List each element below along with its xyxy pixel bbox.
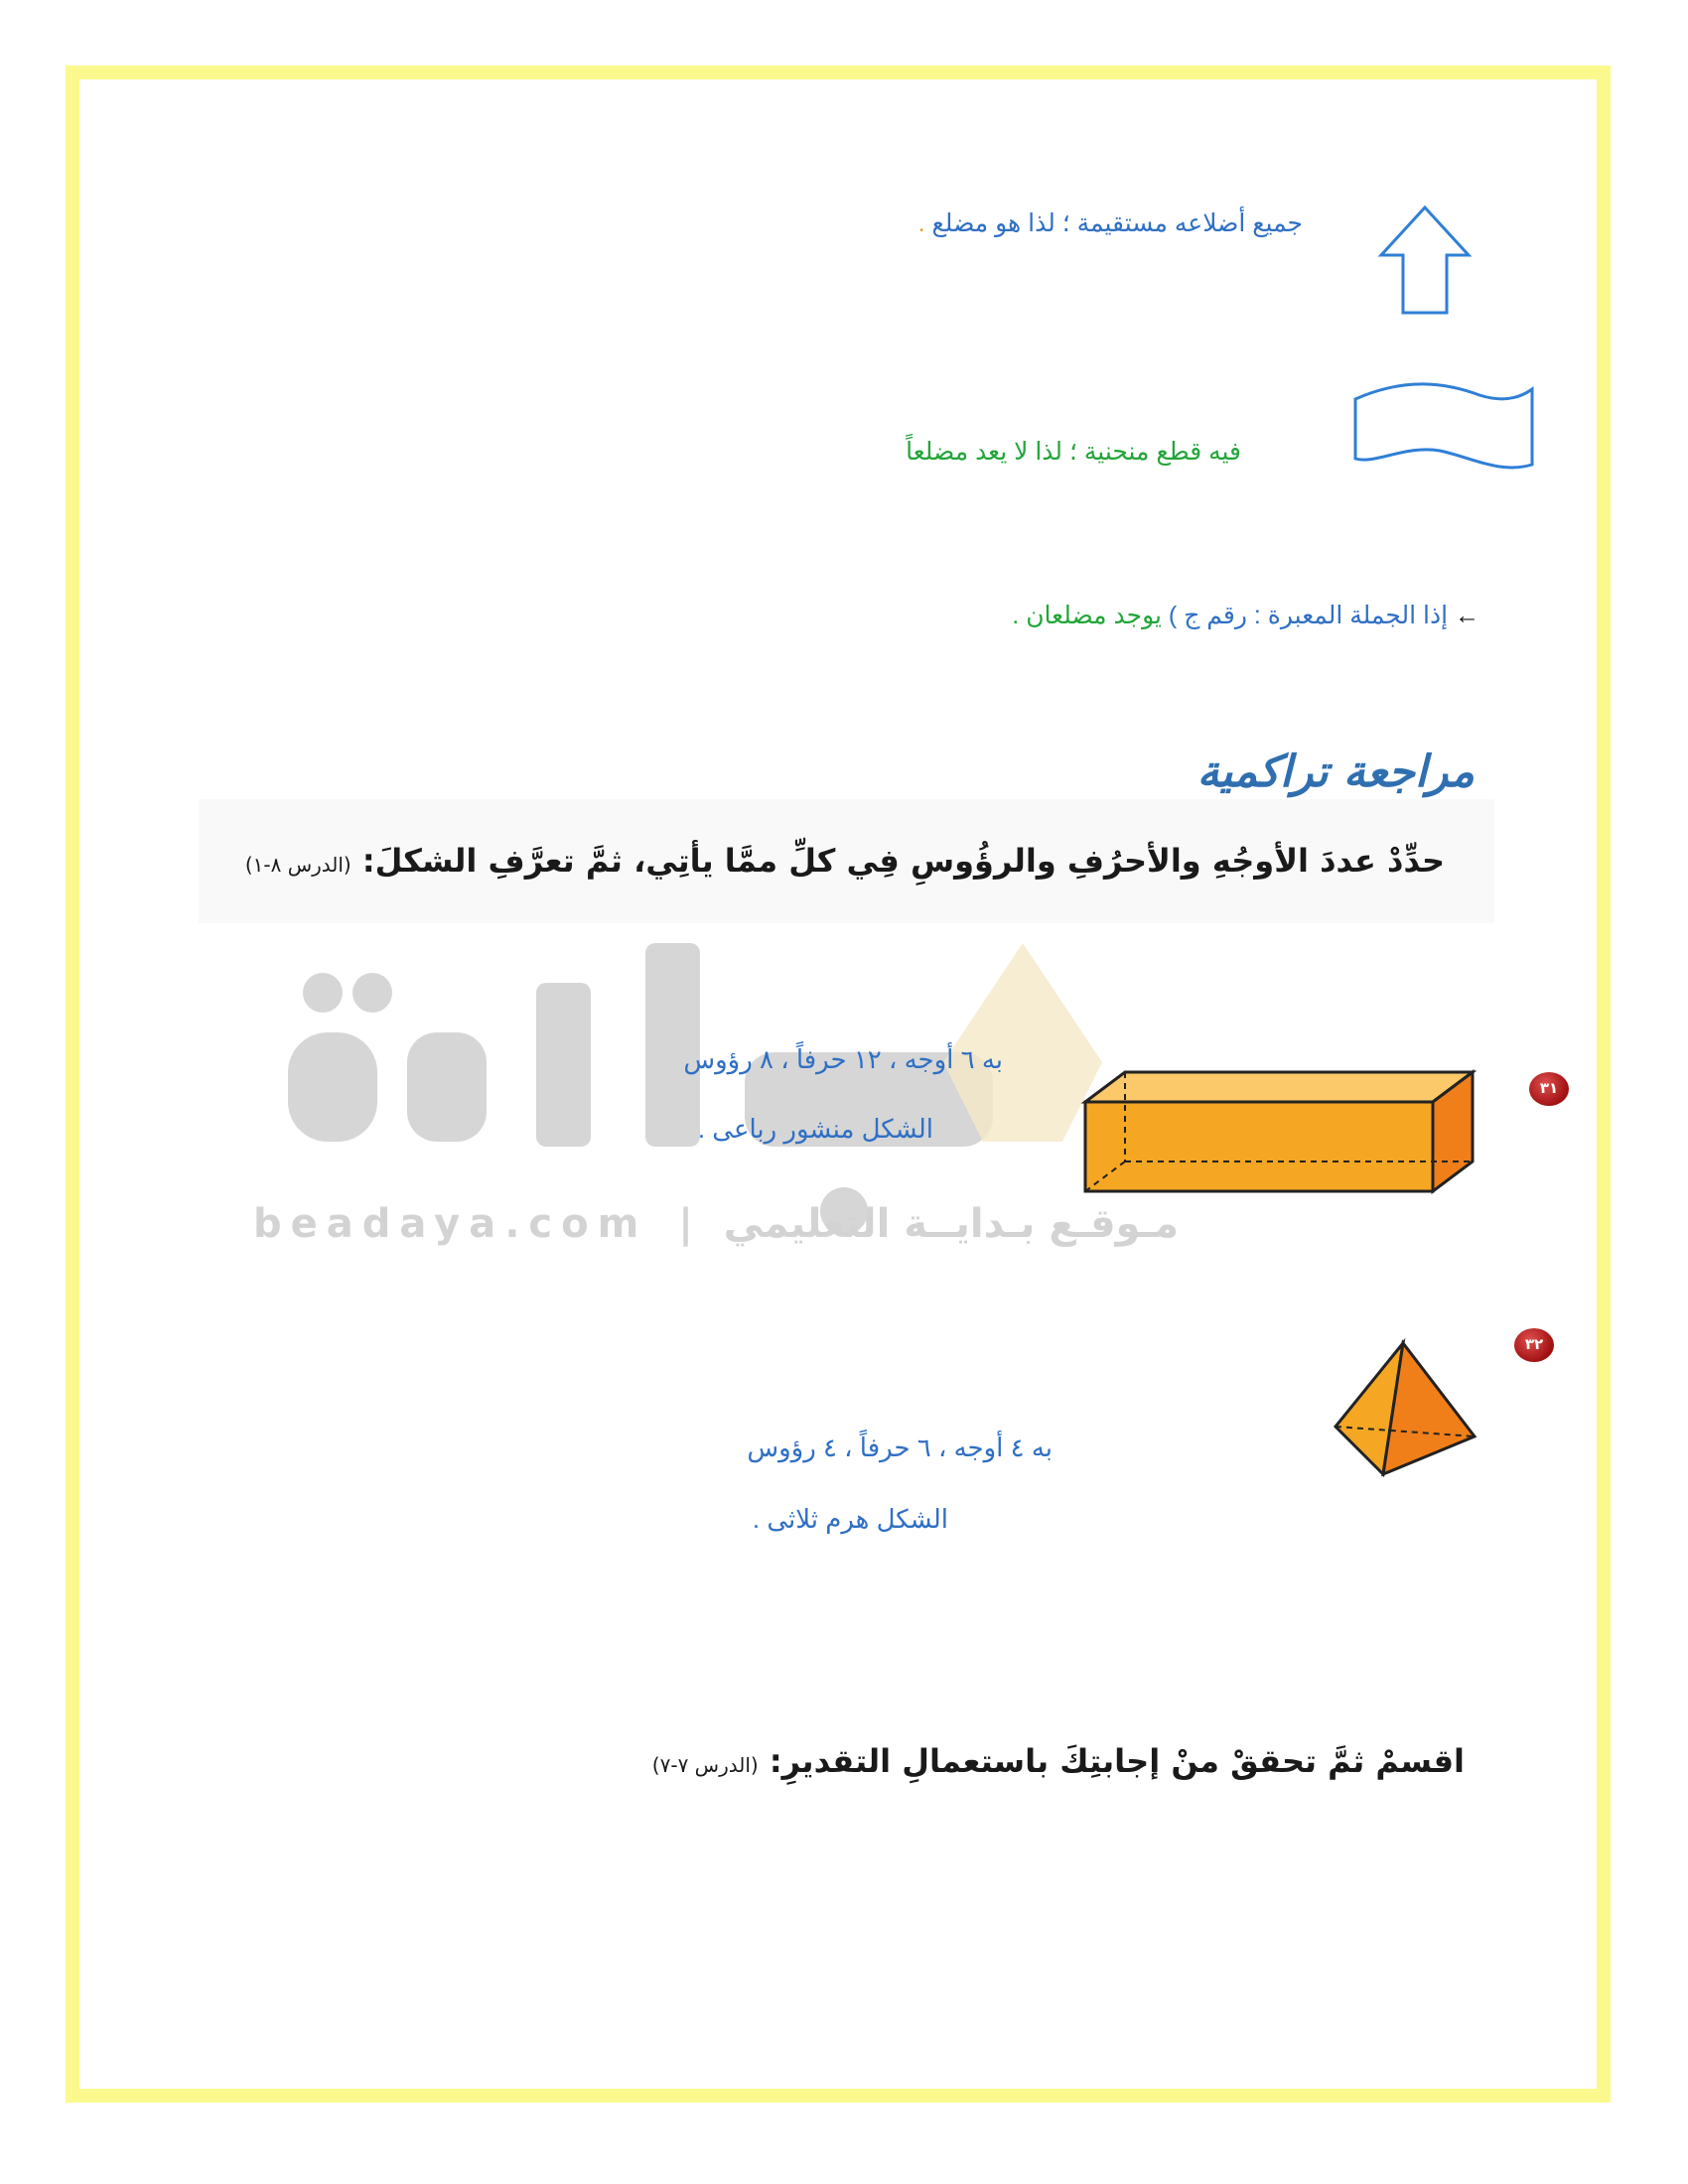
- review-instruction: حدِّدْ عددَ الأوجُهِ والأحرُفِ والرؤُوسِ فِي كلِّ ممَّا يأتِي، ثمَّ تعرَّفِ الشكلَ: (الدرس ٨-١): [244, 842, 1445, 880]
- arrow-shape-note: جميع أضلاعه مستقيمة ؛ لذا هو مضلع .: [917, 209, 1303, 237]
- q31-answer-line1: به ٦ أوجه ، ١٢ حرفاً ، ٨ رؤوس: [683, 1044, 1003, 1074]
- question-number-badge: ٣١: [1529, 1072, 1569, 1106]
- question-number-badge: ٣٢: [1514, 1328, 1554, 1362]
- q32-answer-line1: به ٤ أوجه ، ٦ حرفاً ، ٤ رؤوس: [747, 1433, 1053, 1462]
- division-instruction: اقسمْ ثمَّ تحققْ منْ إجابتِكَ باستعمالِ التقديرِ: (الدرس ٧-٧): [651, 1742, 1465, 1780]
- wave-flag-shape: [1350, 377, 1539, 477]
- wave-shape-note: فيه قطع منحنية ؛ لذا لا يعد مضلعاً: [906, 438, 1241, 466]
- q31-answer-line2: الشكل منشور رباعى .: [697, 1114, 933, 1144]
- answer-arrow-icon: ←: [1455, 602, 1479, 629]
- q32-answer-line2: الشكل هرم ثلاثى .: [752, 1504, 948, 1534]
- watermark-url-text: beadaya.com | مـوقـع بـدايــة التعليمي: [253, 1201, 1180, 1247]
- review-title: مراجعة تراكمية: [1196, 747, 1475, 797]
- answer-line: ← إذا الجملة المعبرة : رقم ج ) يوجد مضلعان .: [1012, 602, 1479, 629]
- up-arrow-shape: [1375, 204, 1475, 318]
- rectangular-prism-figure: [1077, 1062, 1489, 1201]
- triangular-pyramid-figure: [1326, 1335, 1484, 1484]
